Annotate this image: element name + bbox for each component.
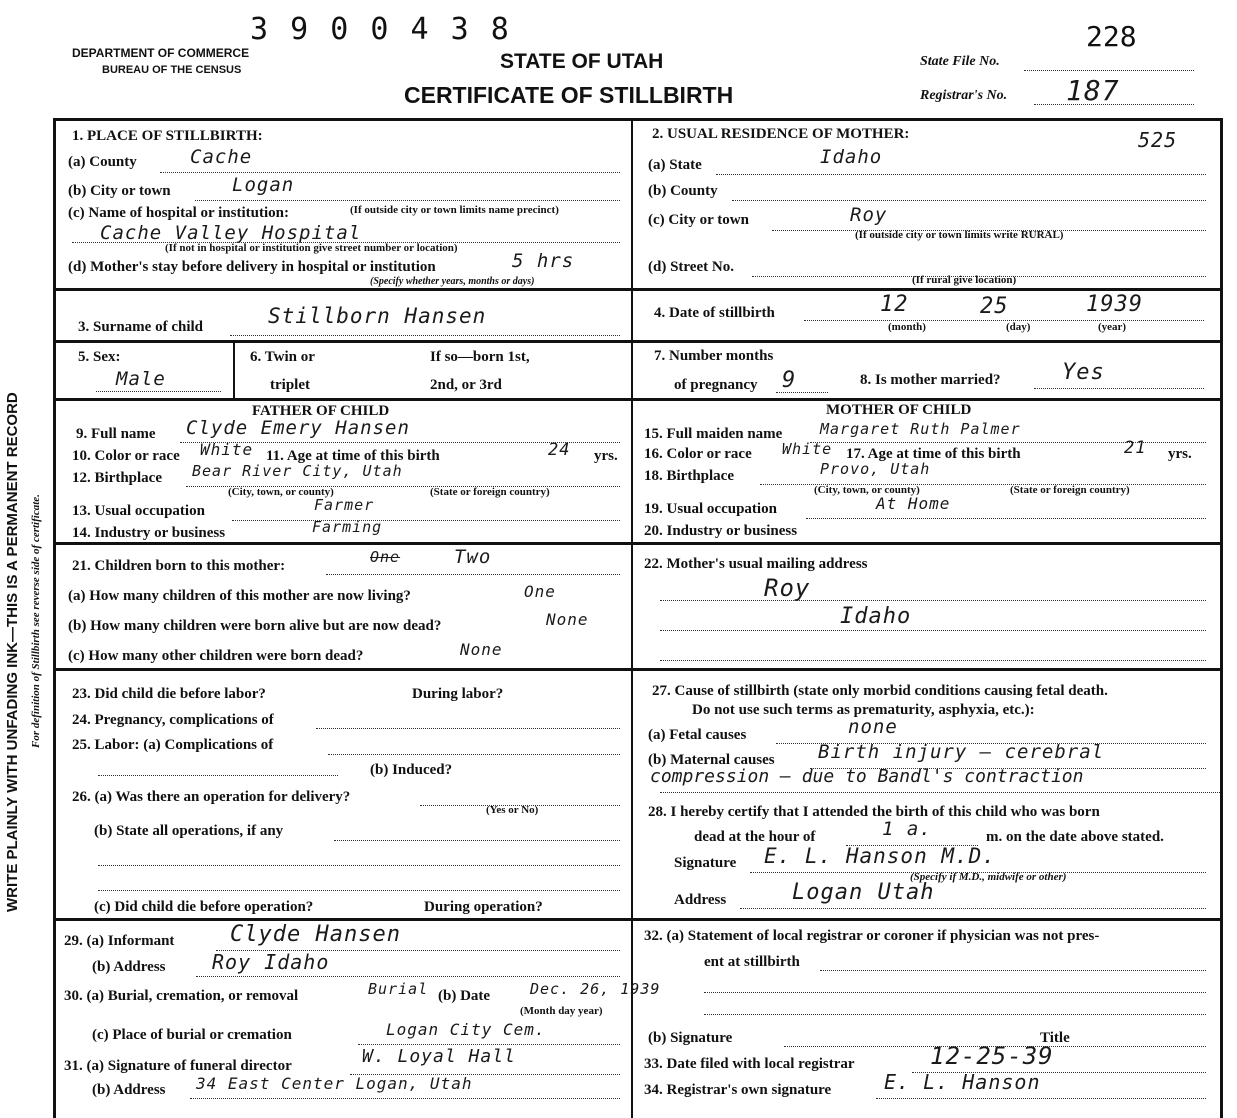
- s27-fetal-label: (a) Fetal causes: [648, 727, 747, 743]
- s26-c-label2: During operation?: [424, 899, 543, 915]
- s1-stay-value: 5 hrs: [512, 250, 575, 272]
- father-age-unit: yrs.: [594, 448, 618, 464]
- s32-label1: 32. (a) Statement of local registrar or coroner if physician was not pres-: [644, 928, 1100, 944]
- s4-day-label: (day): [1006, 321, 1031, 333]
- s2-county-label: (b) County: [648, 183, 718, 199]
- mother-birth-note2: (State or foreign country): [1010, 484, 1130, 496]
- s27-maternal-label: (b) Maternal causes: [648, 752, 775, 768]
- mother-color-value: White: [782, 440, 833, 458]
- s4-year: 1939: [1086, 292, 1143, 317]
- s5-value: Male: [116, 368, 166, 390]
- father-birth-label: 12. Birthplace: [72, 470, 162, 486]
- s29-informant-value: Clyde Hansen: [230, 922, 401, 947]
- s33-value: 12-25-39: [930, 1042, 1054, 1070]
- s5-label: 5. Sex:: [78, 349, 121, 365]
- dept-line1: DEPARTMENT OF COMMERCE: [72, 46, 250, 60]
- s32-label2: ent at stillbirth: [704, 954, 800, 970]
- s30-date-value: Dec. 26, 1939: [530, 980, 661, 998]
- cert-title: CERTIFICATE OF STILLBIRTH: [404, 82, 734, 108]
- s23-label2: During labor?: [412, 686, 504, 702]
- s30-date-note: (Month day year): [520, 1005, 603, 1017]
- mother-birth-label: 18. Birthplace: [644, 468, 734, 484]
- s25-induced: (b) Induced?: [370, 762, 453, 778]
- mother-name-value: Margaret Ruth Palmer: [820, 420, 1021, 438]
- s2-state-label: (a) State: [648, 157, 702, 173]
- s30-burial-value: Burial: [368, 980, 429, 998]
- father-occ-value: Farmer: [314, 496, 375, 514]
- side-definition-text: For definition of Stillbirth see reverse side of certificate.: [30, 494, 42, 748]
- s26-b-label: (b) State all operations, if any: [94, 823, 284, 839]
- state-file-label: State File No.: [920, 54, 1000, 69]
- s25-label: 25. Labor: (a) Complications of: [72, 737, 274, 753]
- s27-label1: 27. Cause of stillbirth (state only morbid conditions causing fetal death.: [652, 683, 1108, 699]
- s1-city-label: (b) City or town: [68, 183, 171, 199]
- mother-age-value: 21: [1124, 438, 1147, 458]
- s28-sig-value: E. L. Hanson M.D.: [764, 844, 996, 868]
- father-title: FATHER OF CHILD: [252, 403, 390, 419]
- s30-place-label: (c) Place of burial or cremation: [92, 1027, 292, 1043]
- s31-addr-label: (b) Address: [92, 1082, 166, 1098]
- s7-label-b: of pregnancy: [674, 377, 758, 393]
- dept-line2: BUREAU OF THE CENSUS: [102, 64, 242, 76]
- mother-age-unit: yrs.: [1168, 446, 1192, 462]
- s22-label: 22. Mother's usual mailing address: [644, 556, 868, 572]
- mother-occ-value: At Home: [876, 494, 951, 513]
- s21-a-label: (a) How many children of this mother are now living?: [68, 588, 411, 604]
- s6-label-c: If so—born 1st,: [430, 349, 530, 365]
- s1-hosp-note2: (If not in hospital or institution give street number or location): [165, 242, 458, 254]
- s2-state-value: Idaho: [820, 146, 883, 168]
- father-birth-note1: (City, town, or county): [228, 486, 334, 498]
- s27-maternal-value2: compression — due to Bandl's contraction: [650, 766, 1084, 787]
- s21-c-label: (c) How many other children were born dead?: [68, 648, 364, 664]
- s31-sig-value: W. Loyal Hall: [362, 1046, 516, 1067]
- s28-addr-label: Address: [674, 892, 727, 908]
- s28-addr-value: Logan Utah: [792, 880, 935, 905]
- s31-sig-label: 31. (a) Signature of funeral director: [64, 1058, 292, 1074]
- father-age-value: 24: [548, 440, 571, 460]
- s1-county-value: Cache: [190, 146, 253, 168]
- s8-value: Yes: [1062, 360, 1105, 385]
- s22-line2: Idaho: [840, 604, 912, 629]
- mother-birth-note1: (City, town, or county): [814, 484, 920, 496]
- s21-label: 21. Children born to this mother:: [72, 558, 286, 574]
- s34-label: 34. Registrar's own signature: [644, 1082, 832, 1098]
- s3-label: 3. Surname of child: [78, 319, 204, 335]
- s1-stay-note: (Specify whether years, months or days): [370, 276, 535, 287]
- father-ind-value: Farming: [312, 518, 383, 536]
- s32-title-label: Title: [1040, 1030, 1070, 1046]
- s2-city-value: Roy: [850, 204, 888, 226]
- s8-label: 8. Is mother married?: [860, 372, 1001, 388]
- s32-sig-label: (b) Signature: [648, 1030, 733, 1046]
- s1-hosp-value: Cache Valley Hospital: [100, 222, 362, 244]
- s2-street-label: (d) Street No.: [648, 259, 734, 275]
- s21-b-label: (b) How many children were born alive but are now dead?: [68, 618, 442, 634]
- s21-b-value: None: [546, 610, 589, 629]
- father-ind-label: 14. Industry or business: [72, 525, 226, 541]
- s23-label: 23. Did child die before labor?: [72, 686, 266, 702]
- s28-line2b: m. on the date above stated.: [986, 829, 1164, 845]
- father-name-label: 9. Full name: [76, 426, 156, 442]
- side-definition-note: [30, 494, 42, 748]
- father-age-label: 11. Age at time of this birth: [266, 448, 440, 464]
- s31-addr-value: 34 East Center Logan, Utah: [196, 1074, 473, 1093]
- s2-margin-num: 525: [1138, 128, 1178, 152]
- state-file-value: 228: [1086, 20, 1137, 53]
- father-color-label: 10. Color or race: [72, 448, 180, 464]
- s29-address-value: Roy Idaho: [212, 950, 330, 974]
- side-notice: [4, 392, 21, 912]
- s1-title: 1. PLACE OF STILLBIRTH:: [72, 128, 263, 144]
- s2-street-note: (If rural give location): [912, 274, 1017, 286]
- s21-struck: One: [370, 548, 401, 566]
- father-name-value: Clyde Emery Hansen: [186, 417, 410, 439]
- s28-sig-label: Signature: [674, 855, 737, 871]
- s26-c-label: (c) Did child die before operation?: [94, 899, 314, 915]
- mother-age-label: 17. Age at time of this birth: [846, 446, 1021, 462]
- s4-label: 4. Date of stillbirth: [654, 305, 775, 321]
- s26-yesno: (Yes or No): [486, 804, 539, 816]
- mother-birth-value: Provo, Utah: [820, 460, 931, 478]
- s4-month-label: (month): [888, 321, 926, 333]
- s6-label-a: 6. Twin or: [250, 349, 315, 365]
- father-birth-value: Bear River City, Utah: [192, 462, 403, 480]
- side-notice-text: WRITE PLAINLY WITH UNFADING INK—THIS IS A PERMANENT RECORD: [4, 392, 21, 912]
- state-title: STATE OF UTAH: [500, 50, 664, 73]
- s7-value: 9: [782, 368, 797, 393]
- mother-title: MOTHER OF CHILD: [826, 402, 972, 418]
- s30-burial-label: 30. (a) Burial, cremation, or removal: [64, 988, 299, 1004]
- s4-month: 12: [880, 292, 909, 317]
- s2-city-label: (c) City or town: [648, 212, 749, 228]
- s29-address-label: (b) Address: [92, 959, 166, 975]
- s1-county-label: (a) County: [68, 154, 137, 170]
- s21-c-value: None: [460, 640, 503, 659]
- s24-label: 24. Pregnancy, complications of: [72, 712, 274, 728]
- s28-sig-note: (Specify if M.D., midwife or other): [910, 871, 1067, 883]
- registrar-label: Registrar's No.: [920, 88, 1008, 103]
- s1-hosp-note: (If outside city or town limits name precinct): [350, 204, 559, 216]
- mother-name-label: 15. Full maiden name: [644, 426, 783, 442]
- s26-a-label: 26. (a) Was there an operation for delivery?: [72, 789, 351, 805]
- s2-title: 2. USUAL RESIDENCE OF MOTHER:: [652, 126, 910, 142]
- s29-informant-label: 29. (a) Informant: [64, 933, 175, 949]
- s27-maternal-value1: Birth injury — cerebral: [818, 741, 1105, 763]
- s6-label-d: 2nd, or 3rd: [430, 377, 502, 393]
- s6-label-b: triplet: [270, 377, 310, 393]
- s3-value: Stillborn Hansen: [268, 304, 487, 328]
- s28-line2a: dead at the hour of: [694, 829, 816, 845]
- father-occ-label: 13. Usual occupation: [72, 503, 205, 519]
- s30-place-value: Logan City Cem.: [386, 1020, 546, 1039]
- certificate-number: 3 9 0 0 4 3 8: [250, 12, 511, 47]
- mother-ind-label: 20. Industry or business: [644, 523, 798, 539]
- father-color-value: White: [200, 440, 254, 459]
- s27-label2: Do not use such terms as prematurity, asphyxia, etc.):: [692, 702, 1035, 718]
- s28-line1: 28. I hereby certify that I attended the birth of this child who was born: [648, 804, 1100, 820]
- s2-city-note: (If outside city or town limits write RURAL): [855, 229, 1064, 241]
- mother-occ-label: 19. Usual occupation: [644, 501, 777, 517]
- s34-value: E. L. Hanson: [884, 1070, 1041, 1094]
- s1-city-value: Logan: [232, 174, 295, 196]
- s21-a-value: One: [524, 582, 556, 601]
- father-birth-note2: (State or foreign country): [430, 486, 550, 498]
- s22-line1: Roy: [764, 574, 811, 602]
- s28-hour-value: 1 a.: [882, 818, 932, 840]
- mother-color-label: 16. Color or race: [644, 446, 752, 462]
- registrar-value: 187: [1066, 74, 1120, 107]
- s30-date-label: (b) Date: [438, 988, 491, 1004]
- s33-label: 33. Date filed with local registrar: [644, 1056, 855, 1072]
- s1-hosp-label: (c) Name of hospital or institution:: [68, 205, 289, 221]
- s27-fetal-value: none: [848, 716, 898, 738]
- s4-year-label: (year): [1098, 321, 1127, 333]
- s21-value: Two: [454, 546, 492, 568]
- s7-label-a: 7. Number months: [654, 348, 774, 364]
- s4-day: 25: [980, 294, 1009, 319]
- s1-stay-label: (d) Mother's stay before delivery in hospital or institution: [68, 259, 436, 275]
